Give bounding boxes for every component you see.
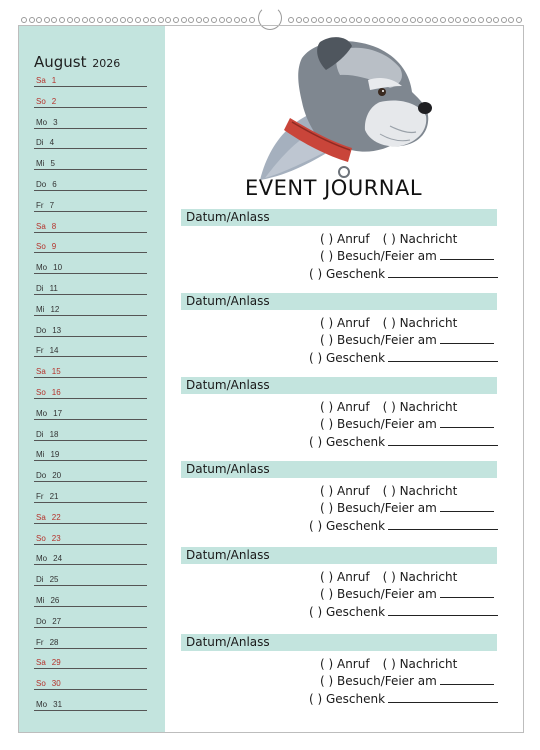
binding-hole — [288, 17, 294, 23]
day-row — [34, 378, 147, 399]
day-label — [36, 679, 61, 688]
event-header — [181, 547, 497, 564]
day-label — [36, 242, 56, 251]
day-abbr: Mi — [36, 159, 45, 169]
day-abbr: Sa — [36, 658, 46, 668]
day-label — [36, 180, 57, 189]
binding-hole — [394, 17, 400, 23]
binding-hole — [417, 17, 423, 23]
day-label — [36, 367, 61, 376]
day-number: 18 — [49, 429, 59, 439]
visit-line — [320, 587, 494, 601]
binding-hole — [196, 17, 202, 23]
binding-hole — [97, 17, 103, 23]
day-abbr: So — [36, 242, 46, 252]
binding-hole — [387, 17, 393, 23]
message-option[interactable]: ( ) Nachricht — [382, 570, 458, 584]
visit-date-blank[interactable] — [440, 596, 494, 598]
event-header — [181, 293, 497, 310]
gift-line — [309, 605, 498, 619]
day-number: 23 — [51, 533, 61, 543]
day-label — [36, 284, 58, 293]
binding-hole — [341, 17, 347, 23]
visit-date-blank[interactable] — [440, 258, 494, 260]
day-number: 11 — [49, 284, 58, 293]
day-number: 2 — [51, 96, 57, 106]
binding-hole — [226, 17, 232, 23]
gift-blank[interactable] — [388, 614, 498, 616]
day-label — [36, 513, 61, 522]
day-number: 21 — [49, 492, 59, 501]
day-row — [34, 607, 147, 628]
binding-hole — [486, 17, 492, 23]
call-option[interactable]: ( ) Anruf — [320, 484, 370, 498]
gift-line — [309, 692, 498, 706]
day-row — [34, 316, 147, 337]
gift-blank[interactable] — [388, 360, 498, 362]
binding-hole — [493, 17, 499, 23]
dog-eye — [378, 88, 386, 96]
day-row — [34, 440, 147, 461]
message-option[interactable]: ( ) Nachricht — [382, 316, 458, 330]
day-number: 8 — [51, 221, 57, 231]
binding-hole — [29, 17, 35, 23]
day-number: 30 — [51, 679, 61, 689]
day-abbr: Di — [36, 138, 44, 148]
day-label — [36, 326, 61, 335]
contact-options — [320, 232, 457, 246]
binding-hole — [470, 17, 476, 23]
day-row — [34, 232, 147, 253]
day-abbr: Do — [36, 616, 47, 626]
binding-hole — [241, 17, 247, 23]
binding-hole — [158, 17, 164, 23]
gift-option[interactable]: ( ) Geschenk — [309, 692, 386, 706]
gift-blank[interactable] — [388, 701, 498, 703]
event-header — [181, 634, 497, 651]
day-row — [34, 648, 147, 669]
day-label — [36, 118, 58, 127]
call-option[interactable]: ( ) Anruf — [320, 657, 370, 671]
event-header — [181, 461, 497, 478]
visit-option[interactable]: ( ) Besuch/Feier am — [320, 674, 437, 688]
binding-hole — [173, 17, 179, 23]
binding-hole — [463, 17, 469, 23]
binding-hole — [211, 17, 217, 23]
binding-hole — [165, 17, 171, 23]
day-abbr: Di — [36, 284, 44, 293]
visit-date-blank[interactable] — [440, 683, 494, 685]
day-abbr: Mo — [36, 117, 48, 127]
month-year: 2026 — [92, 57, 121, 70]
binding-hole — [105, 17, 111, 23]
event-date-label: Datum/Anlass — [186, 462, 270, 476]
binding-hole — [44, 17, 50, 23]
day-abbr: Mo — [36, 263, 48, 273]
event-header — [181, 209, 497, 226]
binding-hole — [349, 17, 355, 23]
day-label — [36, 658, 61, 667]
binding-hole — [432, 17, 438, 23]
day-label — [36, 450, 59, 459]
gift-option[interactable]: ( ) Geschenk — [309, 519, 386, 533]
message-option[interactable]: ( ) Nachricht — [382, 657, 458, 671]
event-date-label: Datum/Anlass — [186, 635, 270, 649]
day-label — [36, 638, 58, 647]
day-row — [34, 544, 147, 565]
day-number: 24 — [53, 554, 63, 564]
day-row — [34, 212, 147, 233]
day-label — [36, 534, 61, 543]
day-label — [36, 554, 62, 563]
day-abbr: Di — [36, 575, 44, 585]
binding-hole — [203, 17, 209, 23]
gift-option[interactable]: ( ) Geschenk — [309, 351, 386, 365]
binding-hole — [181, 17, 187, 23]
day-abbr: Sa — [36, 367, 46, 377]
day-row — [34, 170, 147, 191]
day-number: 5 — [50, 159, 55, 169]
day-number: 31 — [53, 700, 63, 709]
binding-hole — [455, 17, 461, 23]
day-label — [36, 388, 61, 397]
binding-hole — [59, 17, 65, 23]
binding-hole — [508, 17, 514, 23]
binding-hole — [379, 17, 385, 23]
binding-hole — [120, 17, 126, 23]
visit-line — [320, 333, 494, 347]
day-label — [36, 617, 61, 626]
day-row — [34, 399, 147, 420]
contact-options — [320, 316, 457, 330]
day-row — [34, 295, 147, 316]
day-label — [36, 596, 59, 605]
day-abbr: Mi — [36, 304, 45, 314]
day-abbr: So — [36, 96, 46, 106]
call-option[interactable]: ( ) Anruf — [320, 232, 370, 246]
day-number: 26 — [50, 596, 60, 605]
binding-hole — [36, 17, 42, 23]
day-number: 28 — [49, 637, 59, 647]
day-abbr: Mi — [36, 450, 45, 460]
day-row — [34, 503, 147, 524]
day-number: 4 — [49, 138, 55, 148]
day-number: 14 — [49, 346, 59, 356]
day-row — [34, 66, 147, 87]
contact-options — [320, 484, 457, 498]
day-row — [34, 87, 147, 108]
binding-hole — [296, 17, 302, 23]
binding-hole — [311, 17, 317, 23]
gift-line — [309, 519, 498, 533]
day-label — [36, 409, 62, 418]
gift-option[interactable]: ( ) Geschenk — [309, 605, 386, 619]
binding-hole — [143, 17, 149, 23]
visit-option[interactable]: ( ) Besuch/Feier am — [320, 587, 437, 601]
gift-blank[interactable] — [388, 276, 498, 278]
day-abbr: Mi — [36, 596, 45, 605]
event-header — [181, 377, 497, 394]
day-row — [34, 482, 147, 503]
day-row — [34, 357, 147, 378]
day-row — [34, 461, 147, 482]
call-option[interactable]: ( ) Anruf — [320, 400, 370, 414]
day-label — [36, 159, 55, 168]
message-option[interactable]: ( ) Nachricht — [382, 484, 458, 498]
binding-hole — [234, 17, 240, 23]
day-label — [36, 700, 62, 709]
binding-hole — [372, 17, 378, 23]
message-option[interactable]: ( ) Nachricht — [382, 400, 458, 414]
call-option[interactable]: ( ) Anruf — [320, 316, 370, 330]
binding-hole — [478, 17, 484, 23]
gift-blank[interactable] — [388, 444, 498, 446]
day-abbr: Sa — [36, 512, 46, 522]
day-number: 15 — [51, 367, 61, 377]
binding-hole — [249, 17, 255, 23]
day-label — [36, 263, 62, 272]
visit-line — [320, 249, 494, 263]
day-abbr: Fr — [36, 346, 44, 356]
binding-hole — [188, 17, 194, 23]
day-row — [34, 420, 147, 441]
day-number: 1 — [51, 76, 57, 85]
binding-hole — [74, 17, 80, 23]
binding-hole — [364, 17, 370, 23]
day-row — [34, 336, 147, 357]
day-number: 13 — [52, 325, 62, 335]
day-number: 27 — [52, 616, 62, 626]
day-label — [36, 305, 59, 314]
day-row — [34, 274, 147, 295]
day-label — [36, 430, 58, 439]
contact-options — [320, 657, 457, 671]
day-label — [36, 222, 56, 231]
message-option[interactable]: ( ) Nachricht — [382, 232, 458, 246]
day-row — [34, 524, 147, 545]
day-number: 12 — [50, 304, 60, 314]
visit-option[interactable]: ( ) Besuch/Feier am — [320, 501, 437, 515]
binding-hole — [219, 17, 225, 23]
binding-hole — [334, 17, 340, 23]
day-label — [36, 201, 54, 210]
binding-hole — [21, 17, 27, 23]
event-date-label: Datum/Anlass — [186, 210, 270, 224]
schnauzer-illustration — [240, 30, 440, 185]
event-date-label: Datum/Anlass — [186, 548, 270, 562]
day-label — [36, 97, 56, 106]
day-number: 19 — [50, 450, 60, 460]
call-option[interactable]: ( ) Anruf — [320, 570, 370, 584]
contact-options — [320, 400, 457, 414]
visit-option[interactable]: ( ) Besuch/Feier am — [320, 333, 437, 347]
day-abbr: So — [36, 533, 46, 543]
day-abbr: Sa — [36, 76, 46, 85]
day-abbr: Fr — [36, 200, 44, 210]
day-row — [34, 253, 147, 274]
binding-hole — [82, 17, 88, 23]
journal-title: EVENT JOURNAL — [245, 176, 423, 200]
visit-option[interactable]: ( ) Besuch/Feier am — [320, 417, 437, 431]
day-abbr: Mo — [36, 408, 48, 418]
day-label — [36, 346, 58, 355]
day-row — [34, 128, 147, 149]
day-label — [36, 138, 54, 147]
day-label — [36, 492, 58, 501]
gift-option[interactable]: ( ) Geschenk — [309, 435, 386, 449]
binding-hole — [318, 17, 324, 23]
day-label — [36, 76, 56, 85]
day-number: 22 — [51, 512, 61, 522]
binding-hole — [51, 17, 57, 23]
gift-line — [309, 267, 498, 281]
binding-hole — [425, 17, 431, 23]
day-row — [34, 690, 147, 711]
day-abbr: Sa — [36, 221, 46, 231]
day-row — [34, 149, 147, 170]
day-abbr: So — [36, 679, 46, 689]
binding-hole — [410, 17, 416, 23]
day-number: 16 — [51, 388, 61, 397]
day-number: 25 — [49, 575, 59, 585]
day-abbr: Di — [36, 429, 44, 439]
day-number: 6 — [52, 180, 57, 189]
day-number: 10 — [53, 263, 63, 273]
dog-nose — [418, 102, 432, 114]
visit-date-blank[interactable] — [440, 426, 494, 428]
gift-line — [309, 351, 498, 365]
gift-blank[interactable] — [388, 528, 498, 530]
day-abbr: Fr — [36, 637, 44, 647]
event-date-label: Datum/Anlass — [186, 378, 270, 392]
binding-hole — [501, 17, 507, 23]
binding-hole — [127, 17, 133, 23]
binding-hole — [150, 17, 156, 23]
day-abbr: Mo — [36, 700, 48, 709]
day-number: 9 — [51, 242, 57, 252]
gift-option[interactable]: ( ) Geschenk — [309, 267, 386, 281]
day-label — [36, 471, 61, 480]
day-abbr: Do — [36, 180, 47, 189]
day-row — [34, 628, 147, 649]
day-abbr: Fr — [36, 492, 44, 501]
binding-hole — [356, 17, 362, 23]
day-number: 29 — [51, 658, 61, 668]
visit-line — [320, 674, 494, 688]
visit-line — [320, 417, 494, 431]
binding-hole — [303, 17, 309, 23]
day-abbr: Do — [36, 471, 47, 481]
binding-hole — [402, 17, 408, 23]
binding-hole — [112, 17, 118, 23]
binding-hole — [448, 17, 454, 23]
month-name: August — [34, 53, 87, 71]
binding-hole — [89, 17, 95, 23]
binding-hole — [135, 17, 141, 23]
day-label — [36, 575, 58, 584]
day-row — [34, 669, 147, 690]
binding-hole — [440, 17, 446, 23]
day-abbr: Mo — [36, 554, 48, 564]
day-row — [34, 586, 147, 607]
binding-hole — [67, 17, 73, 23]
day-row — [34, 565, 147, 586]
contact-options — [320, 570, 457, 584]
binding-hole — [326, 17, 332, 23]
visit-date-blank[interactable] — [440, 342, 494, 344]
day-number: 17 — [53, 408, 63, 418]
gift-line — [309, 435, 498, 449]
day-row — [34, 191, 147, 212]
day-number: 7 — [49, 200, 55, 210]
binding-hole — [516, 17, 522, 23]
visit-option[interactable]: ( ) Besuch/Feier am — [320, 249, 437, 263]
day-abbr: Do — [36, 325, 47, 335]
day-row — [34, 108, 147, 129]
day-number: 20 — [52, 471, 62, 481]
day-abbr: So — [36, 388, 46, 397]
day-number: 3 — [53, 117, 58, 127]
event-date-label: Datum/Anlass — [186, 294, 270, 308]
visit-date-blank[interactable] — [440, 510, 494, 512]
visit-line — [320, 501, 494, 515]
